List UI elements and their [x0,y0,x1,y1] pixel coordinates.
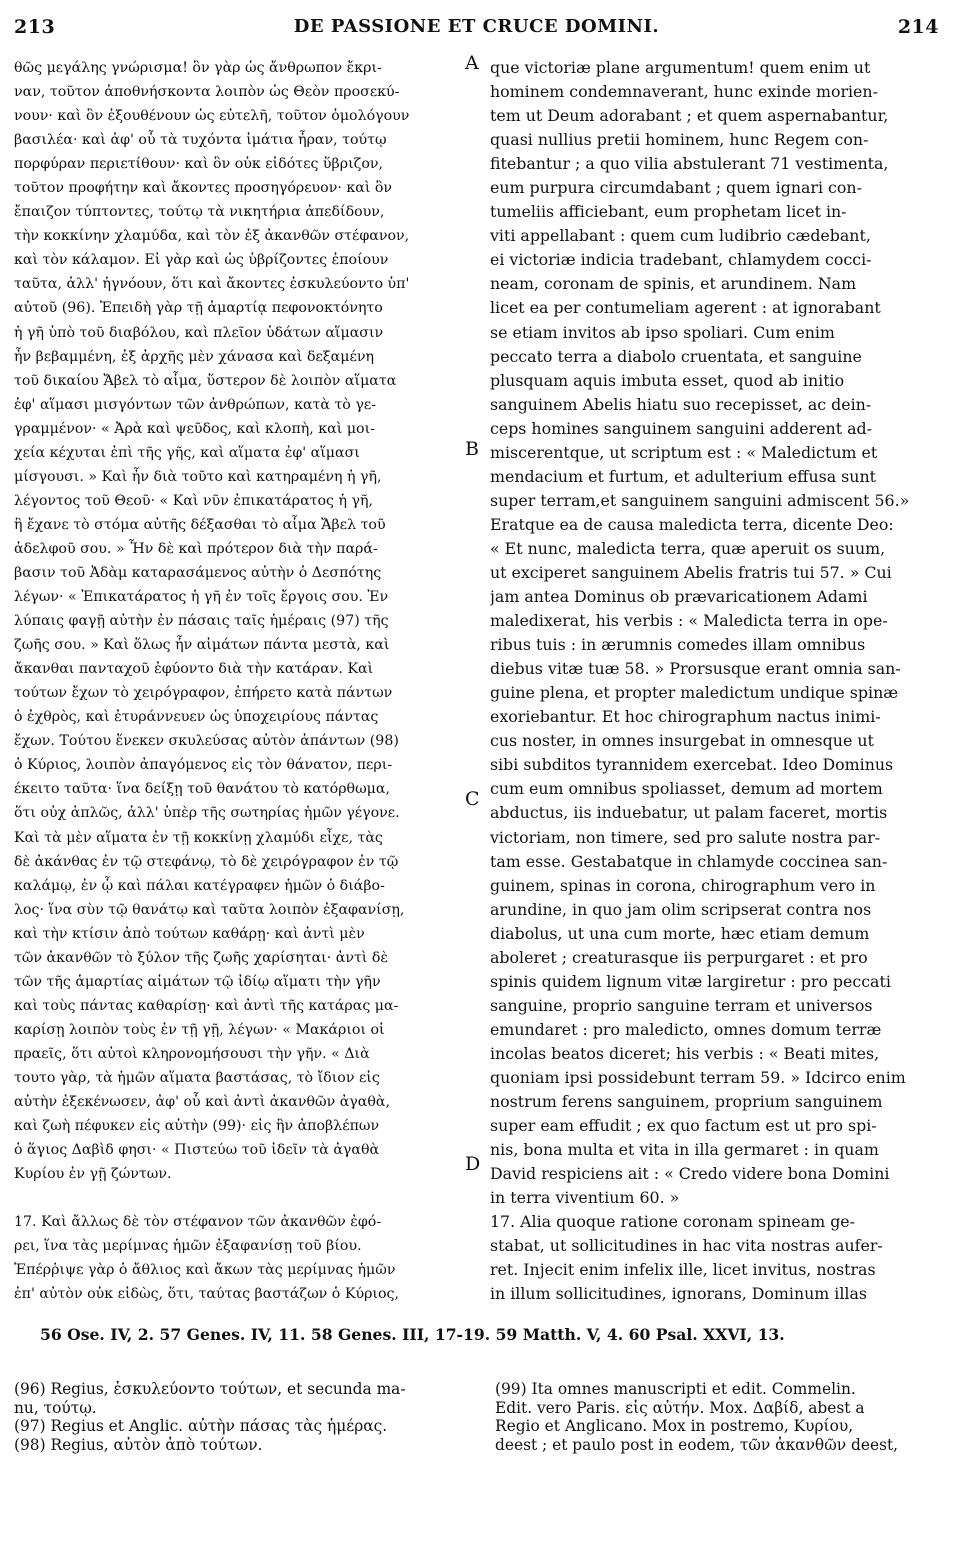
latin-line: ceps homines sanguinem sanguini adderent ad- [490,418,872,438]
greek-line: τῶν ἀκανθῶν τὸ ξύλον τῆς ζωῆς χαρίσηται· ἀντὶ δὲ [14,949,389,966]
greek-line: βασιλέα· καὶ ἀφ' οὗ τὰ τυχόντα ἱμάτια ἦραν, τούτῳ [14,132,387,149]
greek-line: μίσγουσι. » Καὶ ἦν διὰ τοῦτο καὶ κατηραμένη ἡ γῆ, [14,468,382,485]
latin-line: stabat, ut sollicitudines in hac vita nostras aufer- [490,1236,883,1256]
greek-line: βασιν τοῦ Ἀδὰμ καταρασάμενος αὐτὴν ὁ Δεσπότης [14,564,382,581]
latin-column [490,56,938,1306]
latin-line: cum eum omnibus spoliasset, demum ad mortem [490,779,883,799]
latin-line: se etiam invitos ab ipso spoliari. Cum enim [490,322,835,342]
greek-line: καὶ τὴν κτίσιν ἀπὸ τούτων καθάρῃ· καὶ ἀντὶ μὲν [14,925,365,942]
latin-line: diebus vitæ tuæ 58. » Prorsusque erant omnia san- [490,659,901,679]
greek-line: Ἐπέρῥιψε γὰρ ὁ ἄθλιος καὶ ἄκων τὰς μερίμνας ἡμῶν [14,1262,396,1279]
latin-line: mendacium et furtum, et adulterium effusa sunt [490,466,876,486]
greek-line: ἣ ἔχανε τὸ στόμα αὐτῆς δέξασθαι τὸ αἷμα Ἄβελ τοῦ [14,516,386,533]
latin-line: 17. Alia quoque ratione coronam spineam ge- [490,1212,855,1232]
latin-line: maledixerat, his verbis : « Maledicta terra in ope- [490,611,888,631]
greek-line: τοῦ δικαίου Ἄβελ τὸ αἷμα, ὕστερον δὲ λοιπὸν αἵματα [14,372,397,389]
apparatus-note: nu, τούτῳ. [14,1398,97,1417]
greek-line: καρίσῃ λοιπὸν τοὺς ἐν τῇ γῇ, λέγων· « Μακάριοι οἱ [14,1021,385,1038]
running-header [14,16,939,46]
latin-line: licet ea per contumeliam agerent : at ignorabant [490,298,881,318]
greek-line: τουτο γὰρ, τὰ ἡμῶν αἵματα βαστάσας, τὸ ἴδιον εἰς [14,1069,380,1086]
greek-column [14,56,462,1306]
greek-line: αὐτὴν ἐξεκένωσεν, ἀφ' οὗ καὶ ἀντὶ ἀκανθῶν ἀγαθὰ, [14,1094,390,1111]
apparatus-note: (98) Regius, αὐτὸν ἀπὸ τούτων. [14,1435,263,1454]
greek-line: καὶ τοὺς πάντας καθαρίσῃ· καὶ ἀντὶ τῆς κατάρας μα- [14,997,399,1014]
section-letter: A [465,52,479,74]
apparatus-note: deest ; et paulo post in eodem, τῶν ἀκανθῶν deest, [495,1435,899,1454]
greek-line: ναν, τοῦτον ἀποθνήσκοντα λοιπὸν ὡς Θεὸν προσεκύ- [14,84,400,101]
greek-line: καὶ τὸν κάλαμον. Εἰ γὰρ καὶ ὡς ὑβρίζοντες ἐποίουν [14,252,389,269]
latin-line: ribus tuis : in ærumnis comedes illam omnibus [490,635,866,655]
latin-line: Eratque ea de causa maledicta terra, dicente Deo: [490,514,894,534]
greek-line: λος· ἵνα σὺν τῷ θανάτῳ καὶ ταῦτα λοιπὸν ἐξαφανίσῃ, [14,901,405,918]
greek-line: πραεῖς, ὅτι αὐτοὶ κληρονομήσουσι τὴν γῆν. « Διὰ [14,1045,370,1062]
latin-line: exoriebantur. Et hoc chirographum nactus inimi- [490,707,881,727]
latin-line: neam, coronam de spinis, et arundinem. Nam [490,274,857,294]
latin-line: aboleret ; creaturasque iis perpurgaret : et pro [490,947,868,967]
greek-line: ὅτι οὐχ ἁπλῶς, ἀλλ' ὑπὲρ τῆς σωτηρίας ἡμῶν γέγονε. [14,805,400,822]
latin-line: sibi subditos tyrannidem exercebat. Ideo Dominus [490,755,894,775]
greek-line: θῶς μεγάλης γνώρισμα! ὃν γὰρ ὡς ἄνθρωπον ἔκρι- [14,60,382,76]
greek-line [14,1186,462,1210]
greek-line: ρει, ἵνα τὰς μερίμνας ἡμῶν ἐξαφανίσῃ τοῦ βίου. [14,1238,362,1255]
latin-line: super terram,et sanguinem sanguini admiscent 56.» [490,490,910,510]
section-letter: B [465,438,479,460]
latin-line: nostrum ferens sanguinem, proprium sanguinem [490,1092,883,1112]
latin-line: abductus, iis induebatur, ut palam faceret, mortis [490,803,888,823]
apparatus-note: (96) Regius, ἐσκυλεύοντο τούτων, et secunda ma- [14,1380,406,1398]
greek-line: λέγοντος τοῦ Θεοῦ· « Καὶ νῦν ἐπικατάρατος ἡ γῆ, [14,492,373,509]
latin-line: « Et nunc, maledicta terra, quæ aperuit os suum, [490,538,886,558]
page-number-right: 214 [897,16,939,38]
latin-line: ret. Injecit enim infelix ille, licet invitus, nostras [490,1260,876,1280]
greek-line: ταῦτα, ἀλλ' ἠγνόουν, ὅτι καὶ ἄκοντες ἐσκυλεύοντο ὑπ' [14,276,410,293]
greek-line: 17. Καὶ ἄλλως δὲ τὸν στέφανον τῶν ἀκανθῶν ἐφό- [14,1214,382,1231]
greek-line: τῶν τῆς ἁμαρτίας αἱμάτων τῷ ἰδίῳ αἵματι τὴν γῆν [14,973,381,990]
latin-line: plusquam aquis imbuta esset, quod ab initio [490,370,845,390]
apparatus-right [495,1380,940,1454]
greek-line: ἔπαιζον τύπτοντες, τούτῳ τὰ νικητήρια ἀπεδίδουν, [14,204,385,221]
greek-line: ἄκανθαι πανταχοῦ ἐφύοντο διὰ τὴν κατάραν. Καὶ [14,661,374,678]
apparatus-left [14,1380,469,1454]
greek-line: ὁ ἅγιος Δαβὶδ φησι· « Πιστεύω τοῦ ἰδεῖν τὰ ἀγαθὰ [14,1142,380,1159]
latin-line: tam esse. Gestabatque in chlamyde coccinea san- [490,851,888,871]
latin-line: cus noster, in omnes insurgebat in omnesque ut [490,731,874,751]
greek-line: λέγων· « Ἐπικατάρατος ἡ γῆ ἐν τοῖς ἔργοις σου. Ἐν [14,589,389,606]
greek-line: ἡ γῆ ὑπὸ τοῦ διαβόλου, καὶ πλεῖον ὑδάτων αἵμασιν [14,324,384,341]
latin-line: viti appellabant : quem cum ludibrio cædebant, [490,226,871,246]
latin-line: fitebantur ; a quo vilia abstulerant 71 vestimenta, [490,154,889,174]
latin-line: super eam effudit ; ex quo factum est ut pro spi- [490,1116,877,1136]
latin-line: quoniam ipsi possidebunt terram 59. » Idcirco enim [490,1067,906,1087]
apparatus-note: Edit. vero Paris. εἰς αὐτήν. Mox. Δαβίδ, abest a [495,1398,865,1417]
greek-line: ὁ ἐχθρὸς, καὶ ἐτυράννευεν ὡς ὑποχειρίους πάντας [14,709,379,726]
latin-line: eum purpura circumdabant ; quem ignari con- [490,178,862,198]
greek-line: λύπαις φαγῇ αὐτὴν ἐν πάσαις ταῖς ἡμέραις (97) τῆς [14,613,389,630]
latin-line: hominem condemnaverant, hunc exinde morien- [490,82,878,102]
greek-line: καλάμῳ, ἐν ᾧ καὶ πάλαι κατέγραφεν ἡμῶν ὁ διάβο- [14,877,385,894]
latin-line: guinem, spinas in corona, chirographum vero in [490,875,876,895]
greek-line: Κυρίου ἐν γῇ ζώντων. [14,1166,172,1183]
greek-line: καὶ ζωὴ πέφυκεν εἰς αὐτὴν (99)· εἰς ἣν ἀποβλέπων [14,1118,380,1135]
greek-line: δὲ ἀκάνθας ἐν τῷ στεφάνῳ, τὸ δὲ χειρόγραφον ἐν τῷ [14,853,399,870]
greek-line: Καὶ τὰ μὲν αἵματα ἐν τῇ κοκκίνῃ χλαμύδι εἶχε, τὰς [14,829,383,846]
greek-line: ἔχων. Τούτου ἕνεκεν σκυλεύσας αὐτὸν ἁπάντων (98) [14,733,399,750]
greek-line: ὁ Κύριος, λοιπὸν ἀπαγόμενος εἰς τὸν θάνατον, περι- [14,757,393,774]
latin-line: incolas beatos diceret; his verbis : « Beati mites, [490,1043,880,1063]
greek-line: γραμμένον· « Ἀρὰ καὶ ψεῦδος, καὶ κλοπὴ, καὶ μοι- [14,420,375,437]
latin-line: tem ut Deum adorabant ; et quem aspernabantur, [490,106,889,126]
latin-line: guine plena, et propter maledictum undique spinæ [490,683,899,703]
greek-line: τοῦτον προφήτην καὶ ἄκοντες προσηγόρευον· καὶ ὃν [14,180,393,197]
greek-line: ἦν βεβαμμένη, ἐξ ἀρχῆς μὲν χάνασα καὶ δεξαμένη [14,348,374,365]
latin-line: que victoriæ plane argumentum! quem enim ut [490,58,871,77]
latin-line: in terra viventium 60. » [490,1188,680,1208]
greek-line: χεία κέχυται ἐπὶ τῆς γῆς, καὶ αἵματα ἐφ' αἵμασι [14,444,360,461]
apparatus-note: (97) Regius et Anglic. αὐτὴν πάσας τὰς ἡμέρας. [14,1417,388,1435]
latin-line: victoriam, non timere, sed pro salute nostra par- [490,827,881,847]
greek-line: τούτων ἔχων τὸ χειρόγραφον, ἐπήρετο κατὰ πάντων [14,685,393,702]
scripture-notes: 56 Ose. IV, 2. 57 Genes. IV, 11. 58 Genes. III, 17-19. 59 Matth. V, 4. 60 Psal. XXVI, 13. [40,1325,785,1344]
apparatus-note: (99) Ita omnes manuscripti et edit. Commelin. [495,1380,856,1398]
greek-line: ἐφ' αἵμασι μισγόντων τῶν ἀνθρώπων, κατὰ τὸ γε- [14,396,376,413]
latin-line: peccato terra a diabolo cruentata, et sanguine [490,346,862,366]
greek-line: έκειτο ταῦτα· ἵνα δείξῃ τοῦ θανάτου τὸ κατόρθωμα, [14,781,390,798]
apparatus-note: Regio et Anglicano. Mox in postremo, Κυρίου, [495,1417,854,1435]
greek-line: αὐτοῦ (96). Ἐπειδὴ γὰρ τῇ ἁμαρτίᾳ πεφονοκτόνητο [14,300,383,317]
greek-line: ζωῆς σου. » Καὶ ὅλως ἦν αἱμάτων πάντα μεστὰ, καὶ [14,637,390,654]
latin-line: tumeliis afficiebant, eum prophetam licet in- [490,202,847,222]
latin-line: nis, bona multa et vita in illa germaret : in quam [490,1140,879,1160]
greek-line: ἐπ' αὐτὸν οὐκ εἰδὼς, ὅτι, ταύτας βαστάζων ὁ Κύριος, [14,1286,399,1303]
latin-line: David respiciens ait : « Credo videre bona Domini [490,1164,890,1184]
latin-line: diabolus, ut una cum morte, hæc etiam demum [490,923,870,943]
section-letter: C [465,788,480,810]
latin-line: spinis quidem lignum vitæ largiretur : pro peccati [490,971,891,991]
section-letter: D [465,1153,481,1175]
latin-line: arundine, in quo jam olim scripserat contra nos [490,899,872,919]
greek-line: νουν· καὶ ὃν ἐξουθένουν ὡς εὐτελῆ, τοῦτον ὁμολόγουν [14,108,410,125]
latin-line: quasi nullius pretii hominem, hunc Regem con- [490,130,869,150]
latin-line: sanguinem Abelis hiatu suo recepisset, ac dein- [490,394,872,414]
greek-line: ἀδελφοῦ σου. » Ἦν δὲ καὶ πρότερον διὰ τὴν παρά- [14,540,378,557]
latin-line: jam antea Dominus ob prævaricationem Adami [490,587,868,607]
greek-line: πορφύραν περιετίθουν· καὶ ὃν οὐκ εἰδότες ὕβριζον, [14,156,383,173]
greek-line: τὴν κοκκίνην χλαμύδα, καὶ τὸν ἐξ ἀκανθῶν στέφανον, [14,228,410,245]
latin-line: ut exciperet sanguinem Abelis fratris tui 57. » Cui [490,562,892,582]
page-number-left: 213 [14,16,56,38]
running-title: DE PASSIONE ET CRUCE DOMINI. [293,16,660,37]
latin-line: ei victoriæ indicia tradebant, chlamydem cocci- [490,250,872,270]
latin-line: sanguine, proprio sanguine terram et universos [490,995,873,1015]
latin-line: in illum sollicitudines, ignorans, Dominum illas [490,1284,867,1304]
latin-line: emundaret : pro maledicto, omnes domum terræ [490,1019,882,1039]
latin-line: miscerentque, ut scriptum est : « Maledictum et [490,442,878,462]
